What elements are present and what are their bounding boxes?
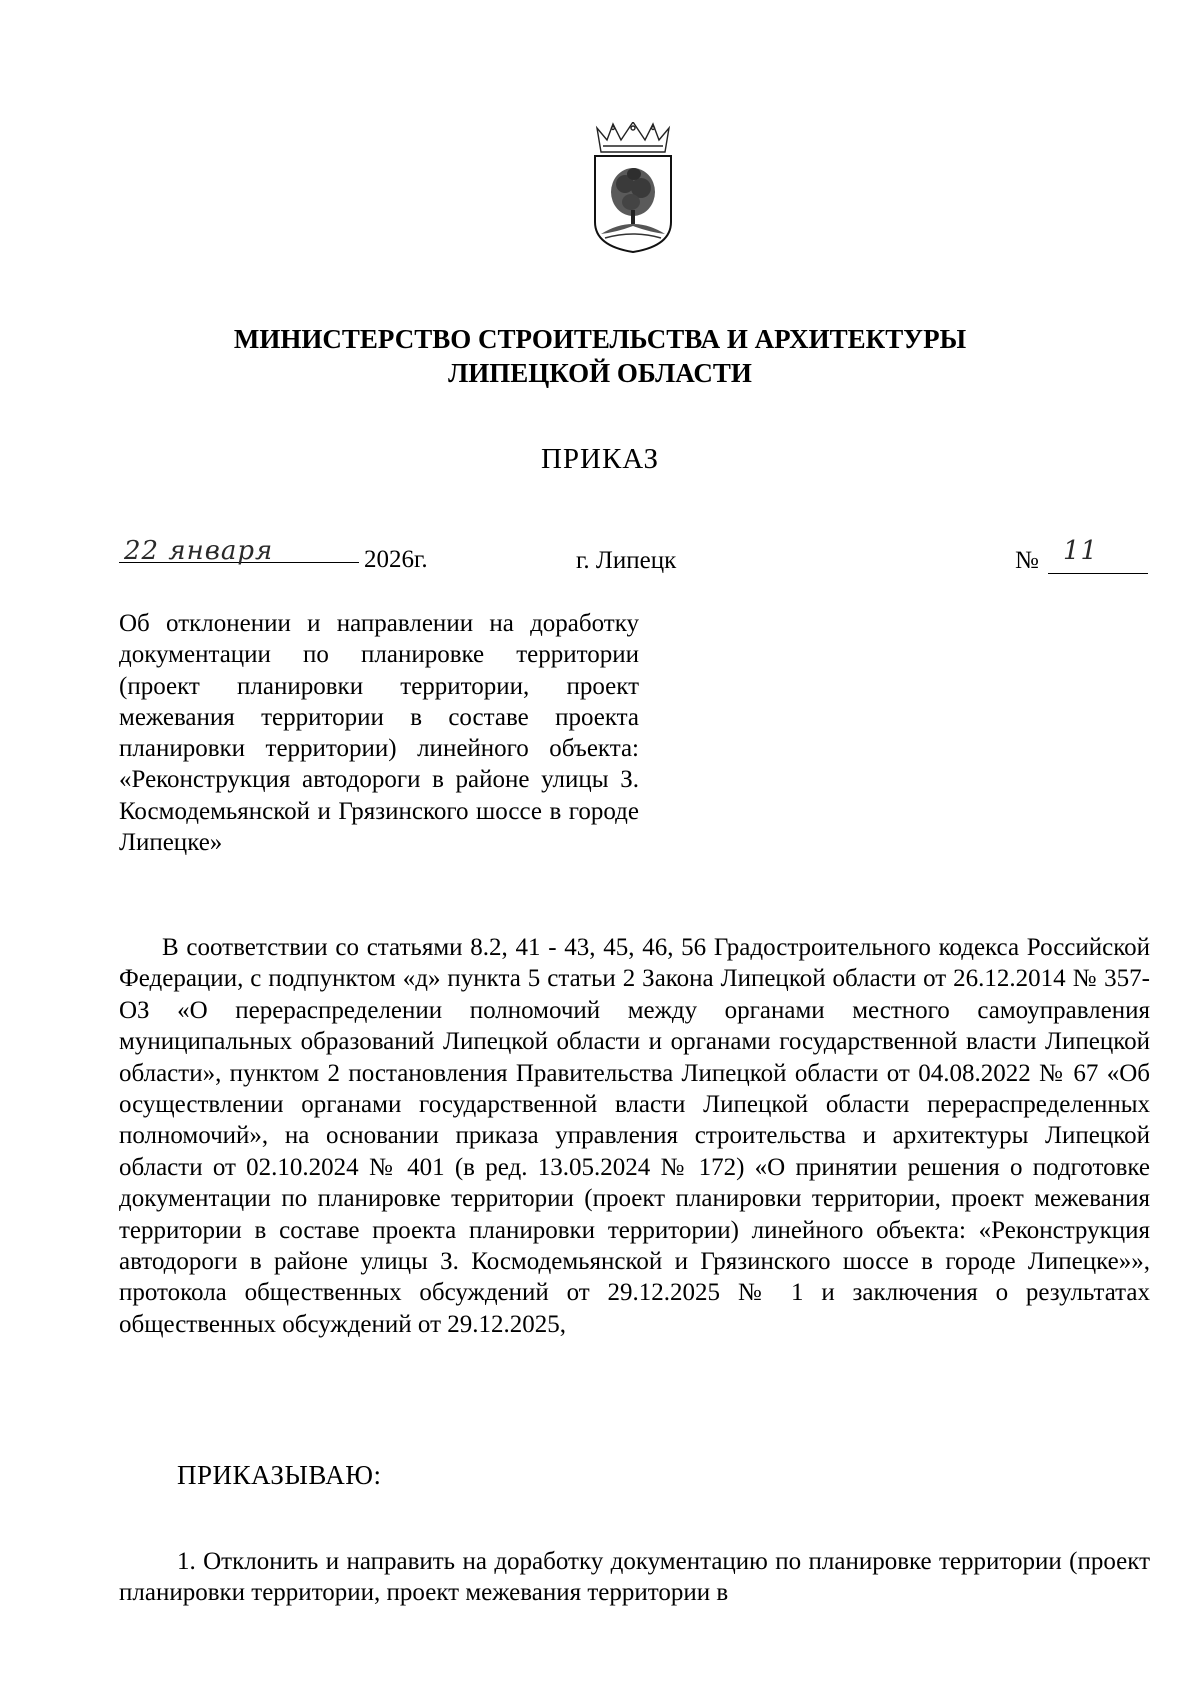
ministry-name-line1: МИНИСТЕРСТВО СТРОИТЕЛЬСТВА И АРХИТЕКТУРЫ	[233, 324, 967, 354]
coat-of-arms-emblem	[587, 122, 679, 254]
handwritten-number: 11	[1063, 536, 1099, 566]
order-item-1: 1. Отклонить и направить на доработку документацию по планировке территории (проект планировки территории, проект межевания территории в	[119, 1548, 1150, 1607]
ministry-name-line2: ЛИПЕЦКОЙ ОБЛАСТИ	[448, 358, 752, 388]
number-sign: №	[1015, 547, 1039, 574]
handwritten-date: 22 января	[124, 536, 274, 566]
number-underline	[1048, 573, 1148, 574]
document-year: 2026г.	[364, 546, 428, 573]
document-city: г. Липецк	[576, 547, 677, 574]
preamble-paragraph: В соответствии со статьями 8.2, 41 - 43, 45, 46, 56 Градостроительного кодекса Российской Федерации, с подпунктом «д» пункта 5 статьи 2 Закона Липецкой области от 26.12.2014 № 357-ОЗ «О перераспределении полномочий между органами местного самоуправления муниципальных образований Липецкой области и органами государственной власти Липецкой области», пунктом 2 постановления Правительства Липецкой области от 04.08.2022 № 67 «Об осуществлении органами государственной власти Липецкой области перераспределенных полномочий», на основании приказа управления строительства и архитектуры Липецкой области от 02.10.2024 № 401 (в ред. 13.05.2024 № 172) «О принятии решения о подготовке документации по планировке территории (проект планировки территории, проект межевания территории в составе проекта планировки территории) линейного объекта: «Реконструкция автодороги в районе улицы З. Космодемьянской и Грязинского шоссе в городе Липецке»», протокола общественных обсуждений от 29.12.2025 № 1 и заключения о результатах общественных обсуждений от 29.12.2025,	[119, 934, 1150, 1338]
document-type-title: ПРИКАЗ	[540, 443, 660, 475]
crown-icon	[597, 122, 669, 152]
order-keyword: ПРИКАЗЫВАЮ:	[177, 1460, 382, 1490]
document-subject: Об отклонении и направлении на доработку документации по планировке территории (проект планировки территории, проект межевания территории в составе проекта планировки территории) линейного объекта: «Реконструкция автодороги в районе улицы З. Космодемьянской и Грязинского шоссе в городе Липецке»	[119, 610, 639, 857]
